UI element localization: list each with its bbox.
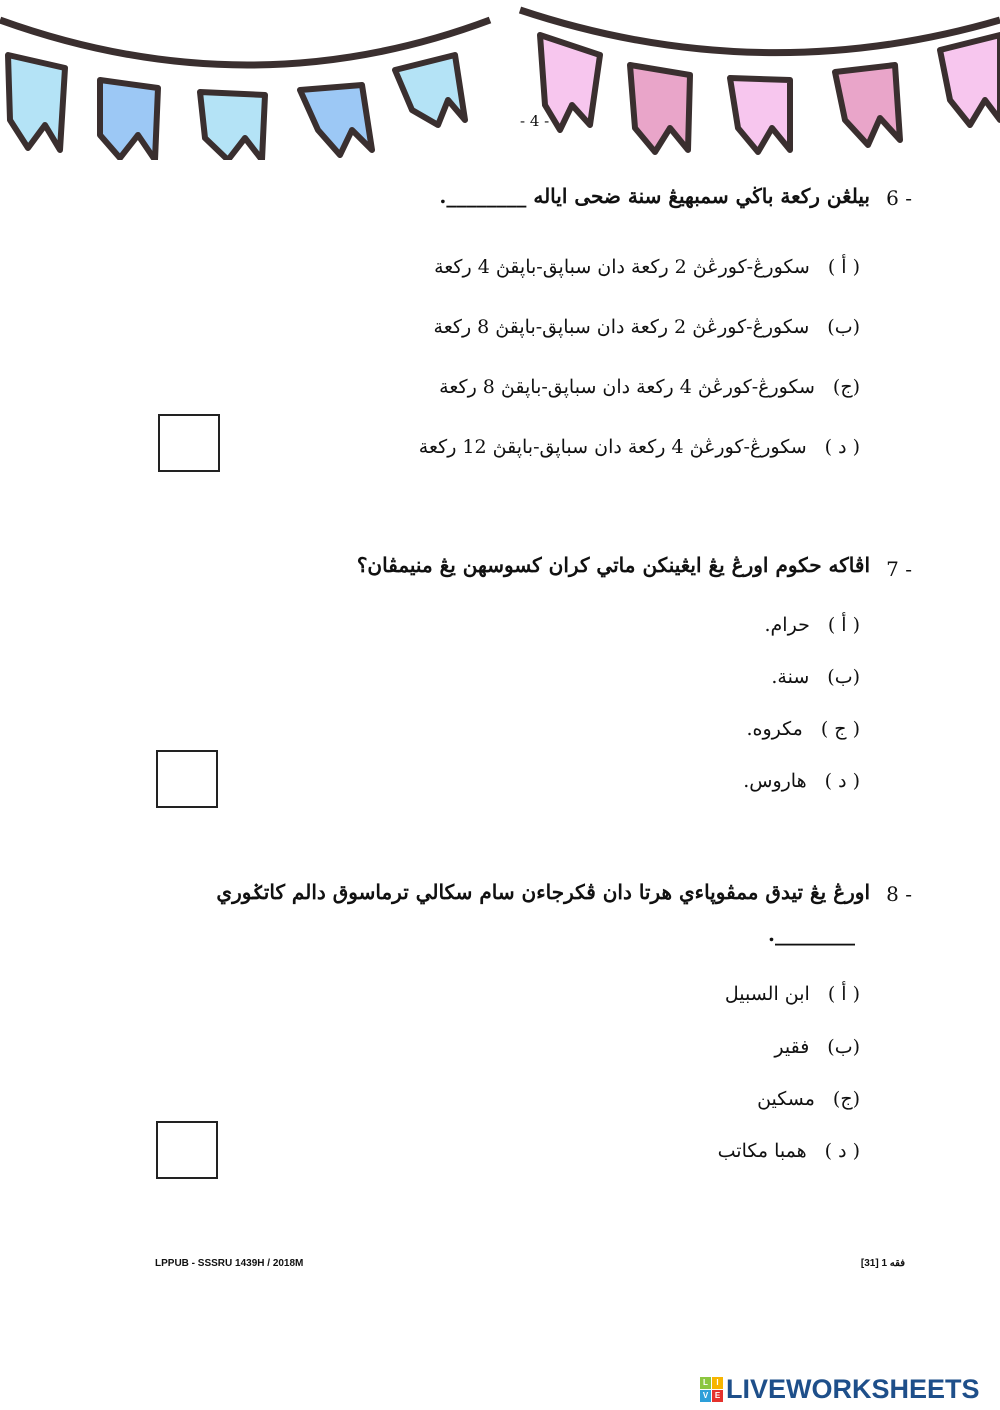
option-text: حرام. [764, 614, 810, 636]
option-text: همبا مكاتب [717, 1140, 807, 1162]
question-8-number: 8 - [886, 882, 912, 906]
option-label: ( ج ) [820, 718, 860, 740]
option-text: سكورڠ-كورڠڽ 4 ركعة دان سباڽق-باڽقڽ 12 ركعة [418, 436, 807, 458]
footer-exam-code: LPPUB - SSSRU 1439H / 2018M [155, 1258, 304, 1269]
question-8-text: اورڠ يڠ تيدق ممڤوڽاءي هرتا دان ڤكرجاءن سام سكالي ترماسوق دالم كاتݢوري [216, 880, 870, 904]
question-8-option-b [774, 1036, 860, 1058]
question-6-option-b [434, 316, 860, 338]
question-7-option-d [743, 770, 860, 792]
logo-tile: L [700, 1377, 711, 1389]
logo-tile: I [712, 1377, 723, 1389]
question-7-answer-box[interactable] [156, 750, 218, 808]
question-7-text: اڤاكه حکوم اورڠ يڠ ايڠينكن ماتي كران کسوسهن يڠ منيمڤان؟ [356, 553, 870, 577]
option-label: ( أ ) [827, 983, 860, 1005]
option-label: (ج) [832, 376, 860, 398]
option-text: سنة. [771, 666, 810, 688]
option-label: ( أ ) [827, 614, 860, 636]
question-7-option-a [765, 614, 861, 636]
question-7-option-b [771, 666, 860, 688]
question-6-option-d [419, 436, 860, 458]
question-6-text: بيلڠن ركعة باڬي سمبهيڠ سنة ضحى اياله ________. [439, 184, 870, 208]
logo-text: LIVEWORKSHEETS [726, 1374, 980, 1404]
question-6-option-a [434, 256, 860, 278]
logo-tile: E [712, 1390, 723, 1402]
option-text: هاروس. [743, 770, 807, 792]
question-6-number: 6 - [886, 186, 912, 210]
liveworksheets-logo [700, 1374, 980, 1405]
option-text: مکروه. [746, 718, 803, 740]
option-text: مسكين [757, 1088, 815, 1110]
option-text: سكورڠ-كورڠڽ 2 ركعة دان سباڽق-باڽقڽ 4 ركعة [434, 256, 810, 278]
option-text: سكورڠ-كورڠڽ 2 ركعة دان سباڽق-باڽقڽ 8 ركعة [433, 316, 810, 338]
question-8-answer-box[interactable] [156, 1121, 218, 1179]
question-7-option-c [747, 718, 861, 740]
question-8-option-a [725, 983, 860, 1005]
option-label: (ب) [827, 666, 860, 688]
option-text: ابن السبيل [724, 983, 810, 1005]
option-label: ( د ) [824, 1140, 860, 1162]
option-text: فقير [774, 1036, 810, 1058]
question-8-option-d [718, 1140, 860, 1162]
option-label: (ب) [827, 316, 860, 338]
option-label: ( أ ) [827, 256, 860, 278]
option-label: (ج) [832, 1088, 860, 1110]
footer-subject: فقه 1 [31] [860, 1258, 905, 1269]
logo-tile: V [700, 1390, 711, 1402]
question-7-number: 7 - [886, 557, 912, 581]
page-number: - 4 - [520, 112, 550, 130]
question-8-option-c [757, 1088, 860, 1110]
option-label: ( د ) [824, 436, 860, 458]
question-6-option-c [439, 376, 860, 398]
bunting-decoration [0, 0, 1000, 160]
question-6-answer-box[interactable] [158, 414, 220, 472]
option-label: (ب) [827, 1036, 860, 1058]
question-8-blank: ________. [768, 922, 855, 946]
option-text: سكورڠ-كورڠڽ 4 ركعة دان سباڽق-باڽقڽ 8 ركعة [439, 376, 815, 398]
option-label: ( د ) [824, 770, 860, 792]
logo-tiles-icon [700, 1377, 723, 1402]
